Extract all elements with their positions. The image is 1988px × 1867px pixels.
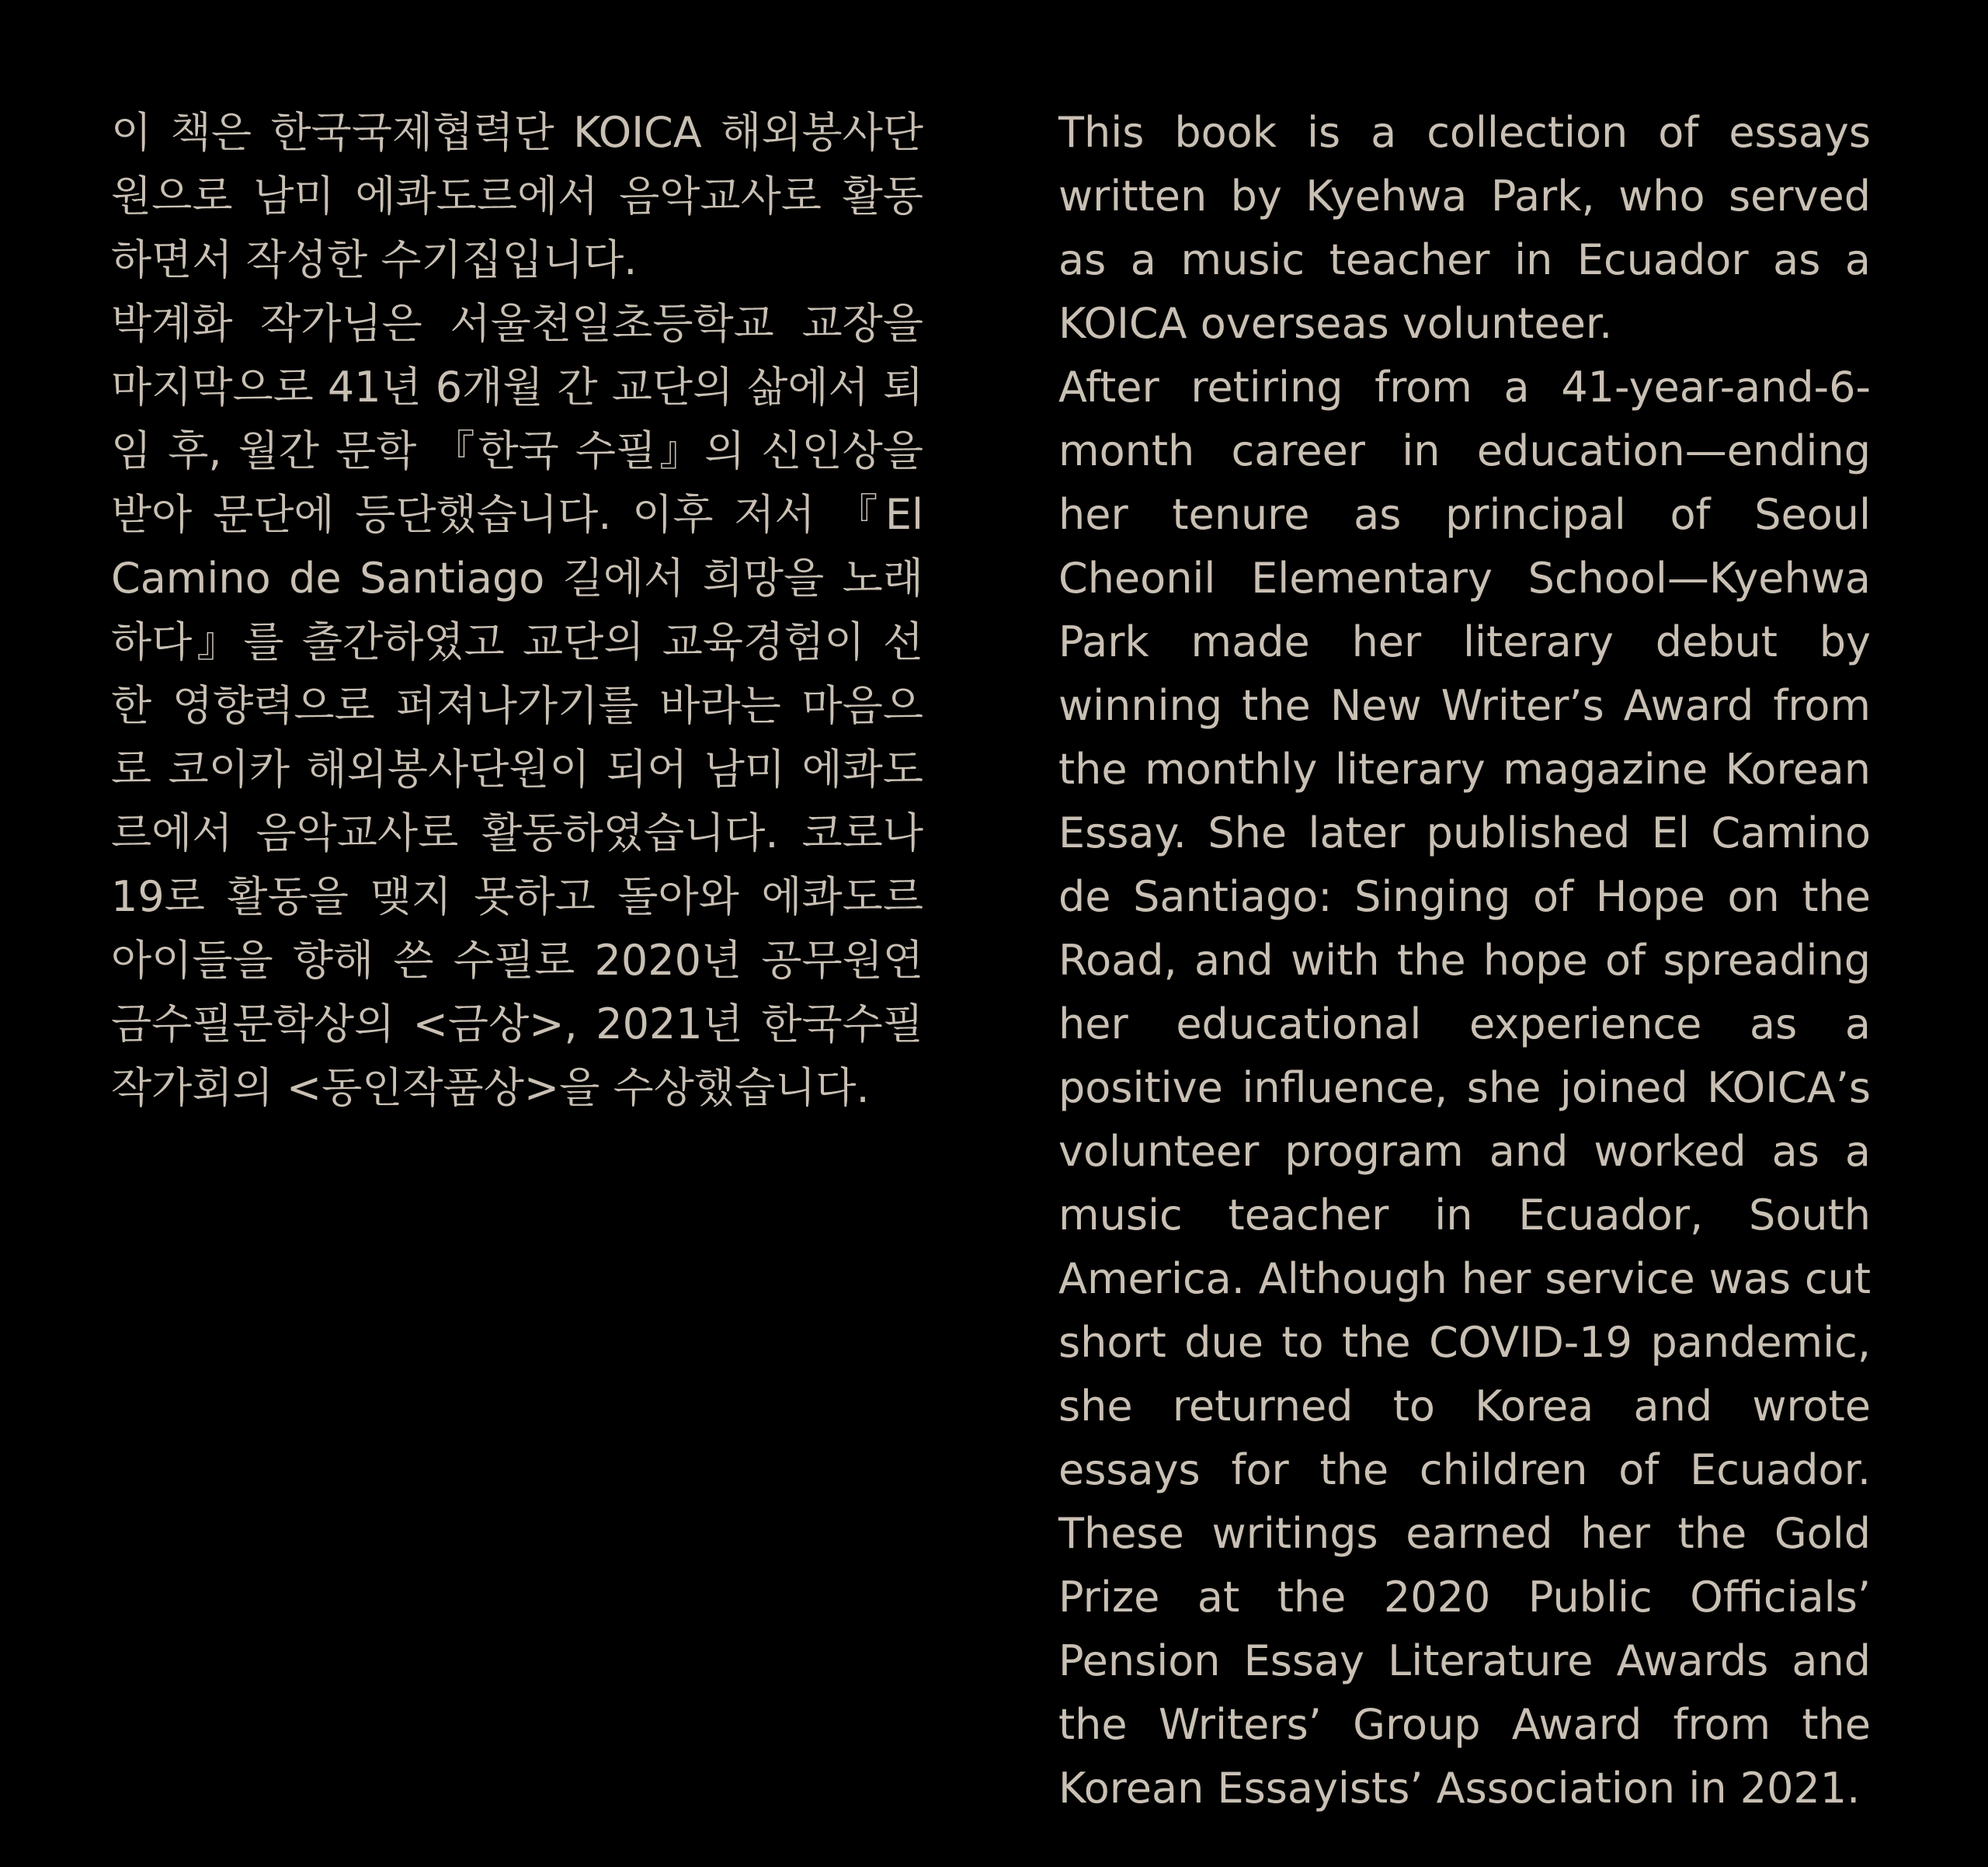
korean-description-column (111, 101, 923, 1120)
english-paragraph-author-bio: After retiring from a 41-year-and-6-month career in education—ending her tenure as principal of Seoul Cheonil Elementary School—Kyehwa Park made her literary debut by winning the New Writer’s Award from the monthly literary magazine Korean Essay. She later published El Camino de Santiago: Singing of Hope on the Road, and with the hope of spreading her educational experience as a positive influence, she joined KOICA’s volunteer program and worked as a music teacher in Ecuador, South America. Although her service was cut short due to the COVID-19 pandemic, she returned to Korea and wrote essays for the children of Ecuador. These writings earned her the Gold Prize at the 2020 Public Officials’ Pension Essay Literature Awards and the Writers’ Group Award from the Korean Essayists’ Association in 2021. (1058, 363, 1871, 1813)
korean-paragraph-intro: 이 책은 한국국제협력단 KOICA 해외봉사단원으로 남미 에콰도르에서 음악교사로 활동하면서 작성한 수기집입니다. (111, 108, 923, 284)
english-description-column (1058, 101, 1871, 1820)
english-paragraph-intro: This book is a collection of essays written by Kyehwa Park, who served as a music teacher in Ecuador as a KOICA overseas volunteer. (1058, 108, 1871, 348)
korean-paragraph-author-bio: 박계화 작가님은 서울천일초등학교 교장을 마지막으로 41년 6개월 간 교단의 삶에서 퇴임 후, 월간 문학 『한국 수필』의 신인상을 받아 문단에 등단했습니다. 이후 저서 『El Camino de Santiago 길에서 희망을 노래하다』를 출간하였고 교단의 교육경험이 선한 영향력으로 퍼져나가기를 바라는 마음으로 코이카 해외봉사단원이 되어 남미 에콰도르에서 음악교사로 활동하였습니다. 코로나19로 활동을 맺지 못하고 돌아와 에콰도르 아이들을 향해 쓴 수필로 2020년 공무원연금수필문학상의 <금상>, 2021년 한국수필작가회의 <동인작품상>을 수상했습니다. (111, 299, 923, 1112)
